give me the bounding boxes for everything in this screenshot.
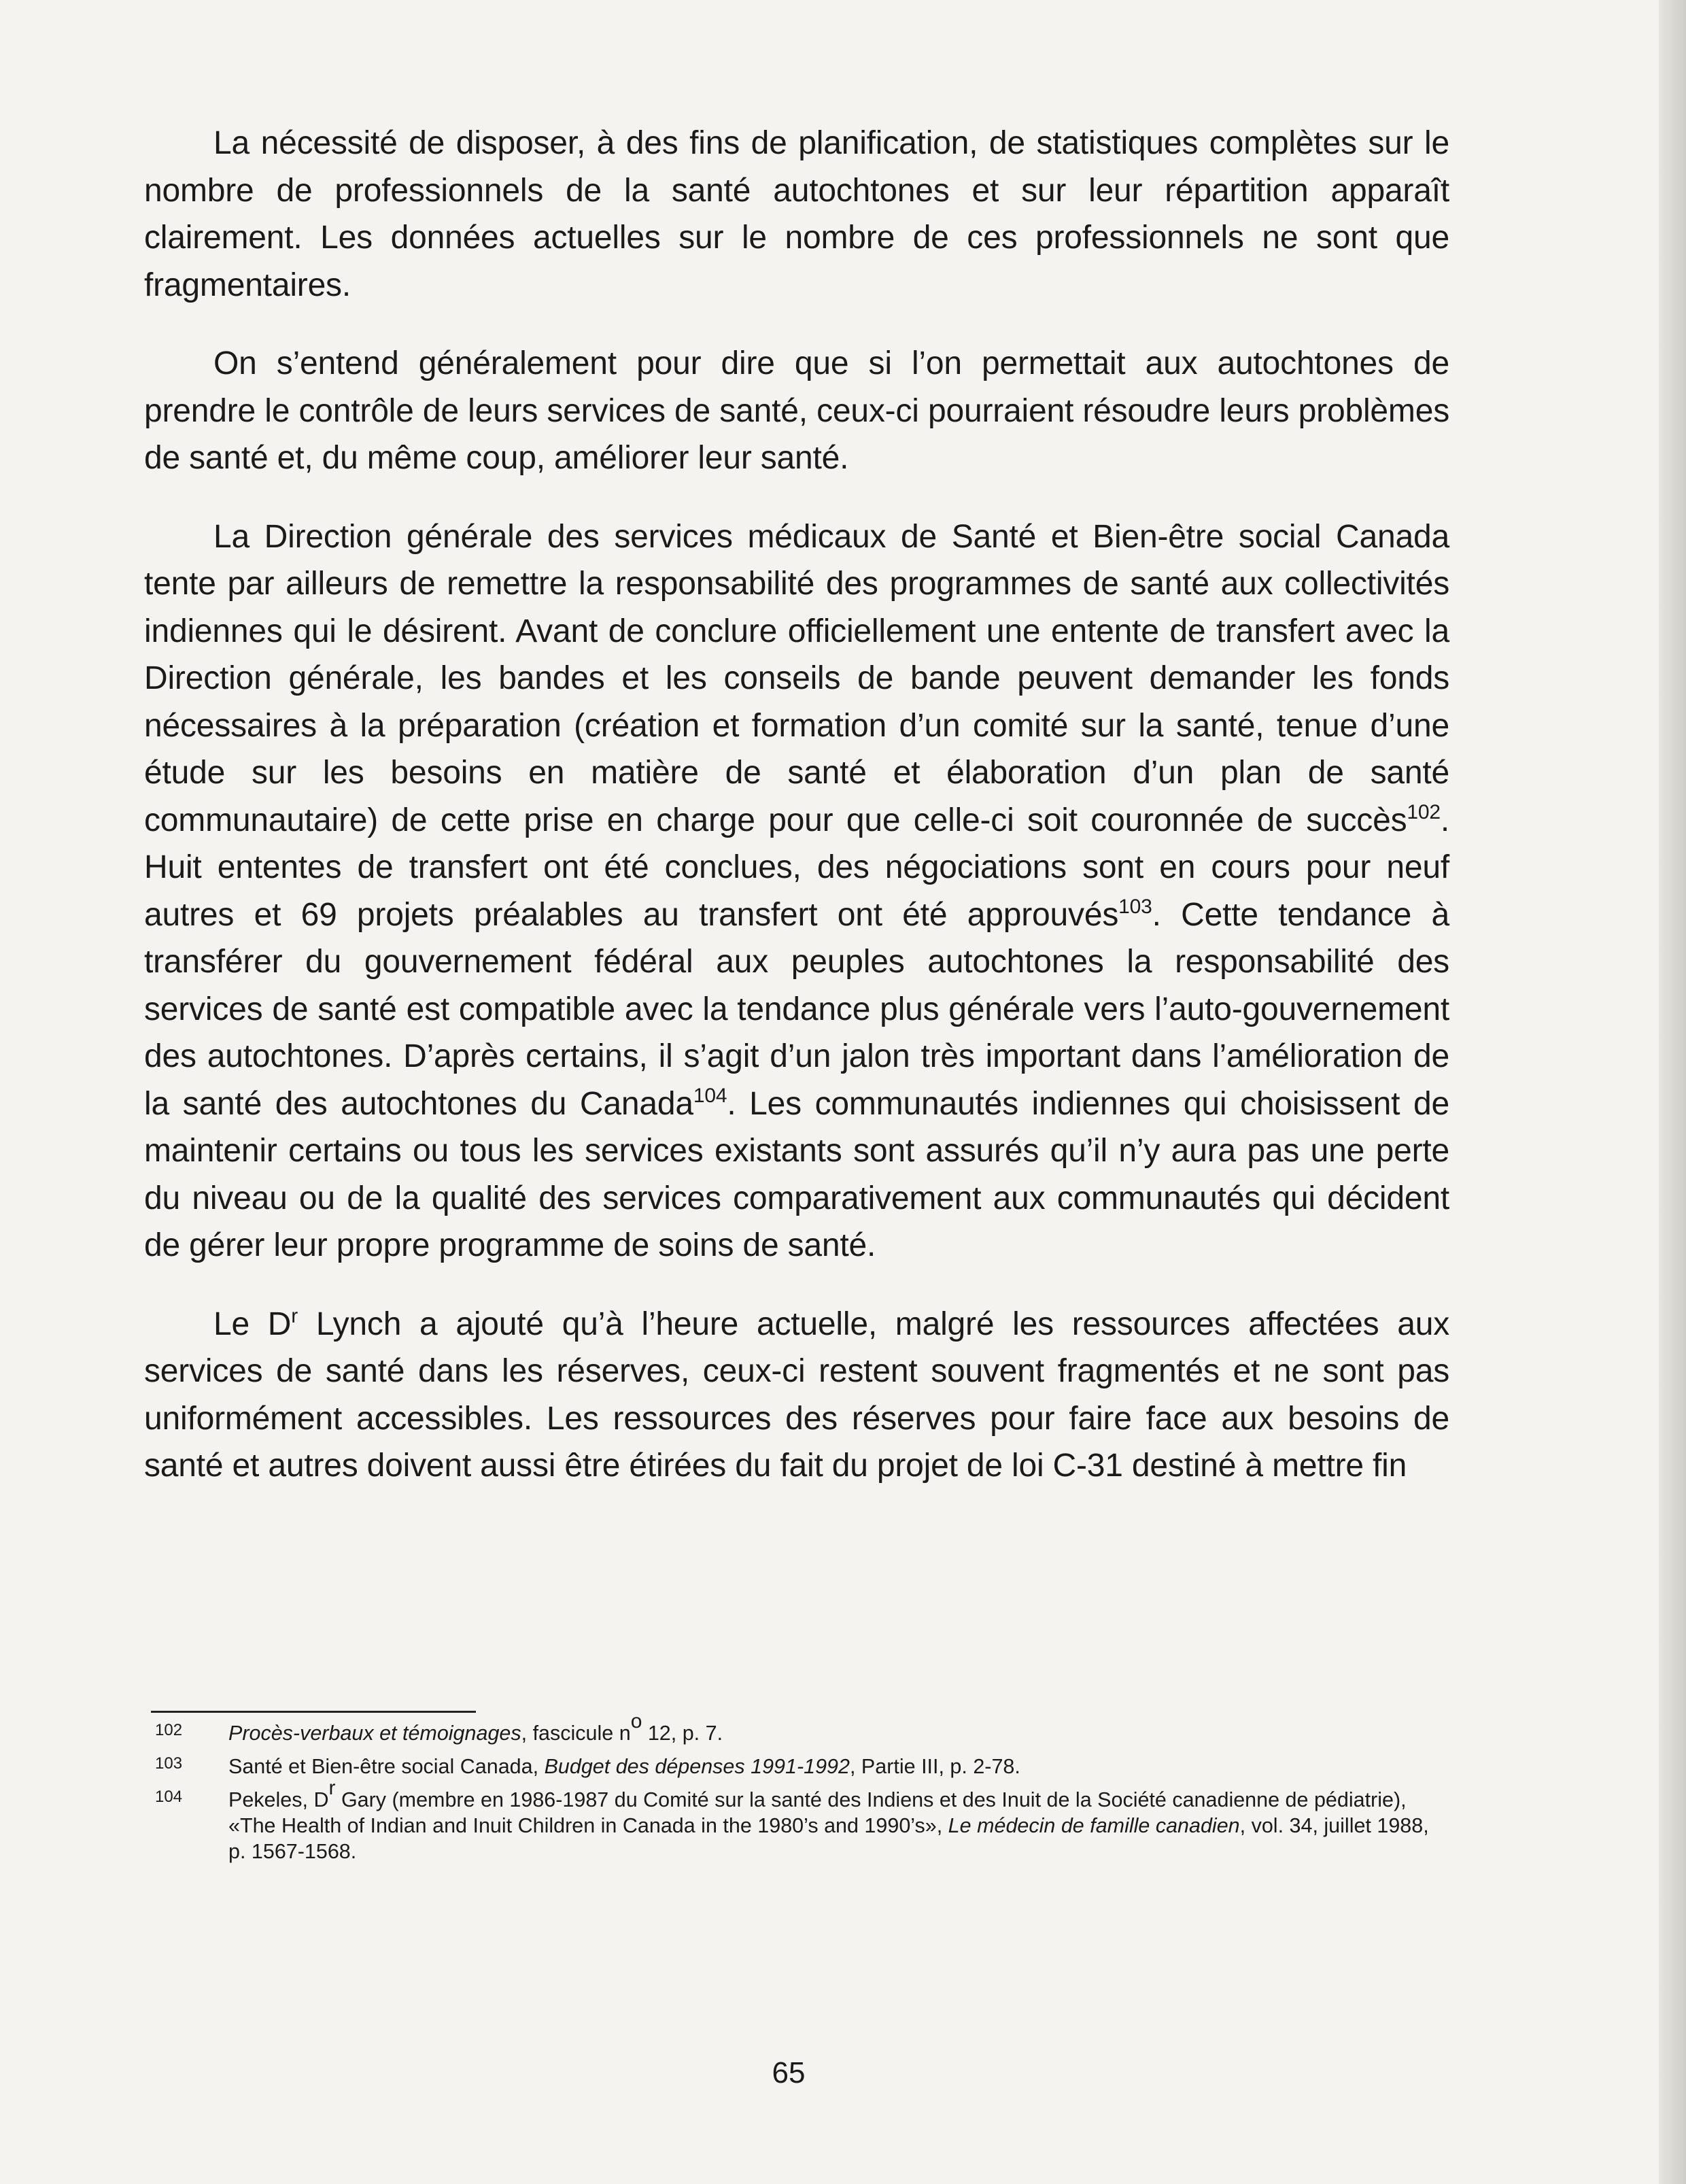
- footnote-ref-103: 103: [1118, 895, 1152, 918]
- footnote-ref-104: 104: [693, 1084, 727, 1107]
- footnote-superscript: o: [630, 1710, 642, 1733]
- paragraph-4-superscript: r: [291, 1304, 298, 1327]
- footnote-text: Santé et Bien-être social Canada,: [228, 1755, 545, 1778]
- footnote-text: , fascicule n: [521, 1722, 631, 1745]
- footnote-text: , vol. 34, juillet 1988, p. 1567-1568.: [228, 1814, 1429, 1863]
- paragraph-3-text-d: . Les communautés indiennes qui choisissent de maintenir certains ou tous les services existants sont assurés qu’il n’y aura pas une perte du niveau ou de la qualité des services comparativement aux communautés qui décident de gérer leur propre programme de soins de santé.: [144, 1085, 1449, 1263]
- paragraph-4-text-b: Lynch a ajouté qu’à l’heure actuelle, malgré les ressources affectées aux services de santé dans les réserves, ceux-ci restent souvent fragmentés et ne sont pas uniformément accessibles. Les ressources des réserves pour faire face aux besoins de santé et autres doivent aussi être étirées du fait du projet de loi C-31 destiné à mettre fin: [144, 1306, 1449, 1484]
- footnote-italic-title: Le médecin de famille canadien: [948, 1814, 1240, 1837]
- paragraph-2: [144, 340, 1449, 482]
- footnote-103: [151, 1754, 1443, 1779]
- paragraph-1: [144, 120, 1449, 309]
- page-number: 65: [772, 2056, 806, 2089]
- footnote-superscript: r: [328, 1777, 336, 1799]
- page-edge-shadow: [1659, 0, 1686, 2184]
- paragraph-4: [144, 1301, 1449, 1490]
- footnote-102: [151, 1710, 1443, 1746]
- body-text: [144, 120, 1449, 1521]
- paragraph-4-text-a: Le D: [213, 1306, 292, 1342]
- paragraph-3-text-b: . Huit ententes de transfert ont été conclues, des négociations sont en cours pour neuf autres et 69 projets préalables au transfert ont été approuvés: [144, 802, 1449, 933]
- paragraph-3: [144, 513, 1449, 1269]
- footnote-number: 103: [155, 1754, 183, 1773]
- footnotes: [151, 1710, 1443, 1872]
- paragraph-1-text: La nécessité de disposer, à des fins de planification, de statistiques complètes sur le nombre de professionnels de la santé autochtones et sur leur répartition apparaît clairement. Les données actuelles sur le nombre de ces professionnels ne sont que fragmentaires.: [144, 125, 1449, 303]
- footnote-104: [151, 1777, 1443, 1864]
- footnote-italic-title: Budget des dépenses 1991-1992: [544, 1755, 850, 1778]
- footnote-text: Gary (membre en 1986-1987 du Comité sur la santé des Indiens et des Inuit de la Société canadienne de pédiatrie), «The Health of Indian and Inuit Children in Canada in the 1980’s and 1990’s»,: [228, 1788, 1407, 1837]
- footnote-ref-102: 102: [1407, 800, 1441, 823]
- footnote-separator: [151, 1711, 476, 1713]
- footnote-text: Pekeles, D: [228, 1788, 329, 1811]
- footnote-italic-title: Procès-verbaux et témoignages: [228, 1722, 521, 1745]
- footnote-number: 104: [155, 1788, 183, 1806]
- paragraph-3-text-c: . Cette tendance à transférer du gouvernement fédéral aux peuples autochtones la responsabilité des services de santé est compatible avec la tendance plus générale vers l’auto-gouvernement des autochtones. D’après certains, il s’agit d’un jalon très important dans l’amélioration de la santé des autochtones du Canada: [144, 896, 1449, 1122]
- paragraph-3-text-a: La Direction générale des services médicaux de Santé et Bien-être social Canada tente par ailleurs de remettre la responsabilité des programmes de santé aux collectivités indiennes qui le désirent. Avant de conclure officiellement une entente de transfert avec la Direction générale, les bandes et les conseils de bande peuvent demander les fonds nécessaires à la préparation (création et formation d’un comité sur la santé, tenue d’une étude sur les besoins en matière de santé et élaboration d’un plan de santé communautaire) de cette prise en charge pour que celle-ci soit couronnée de succès: [144, 518, 1449, 838]
- footnote-number: 102: [155, 1721, 183, 1739]
- footnote-text: 12, p. 7.: [642, 1722, 723, 1745]
- footnote-text: , Partie III, p. 2-78.: [849, 1755, 1020, 1778]
- paragraph-2-text: On s’entend généralement pour dire que si l’on permettait aux autochtones de prendre le contrôle de leurs services de santé, ceux-ci pourraient résoudre leurs problèmes de santé et, du même coup, améliorer leur santé.: [144, 345, 1449, 476]
